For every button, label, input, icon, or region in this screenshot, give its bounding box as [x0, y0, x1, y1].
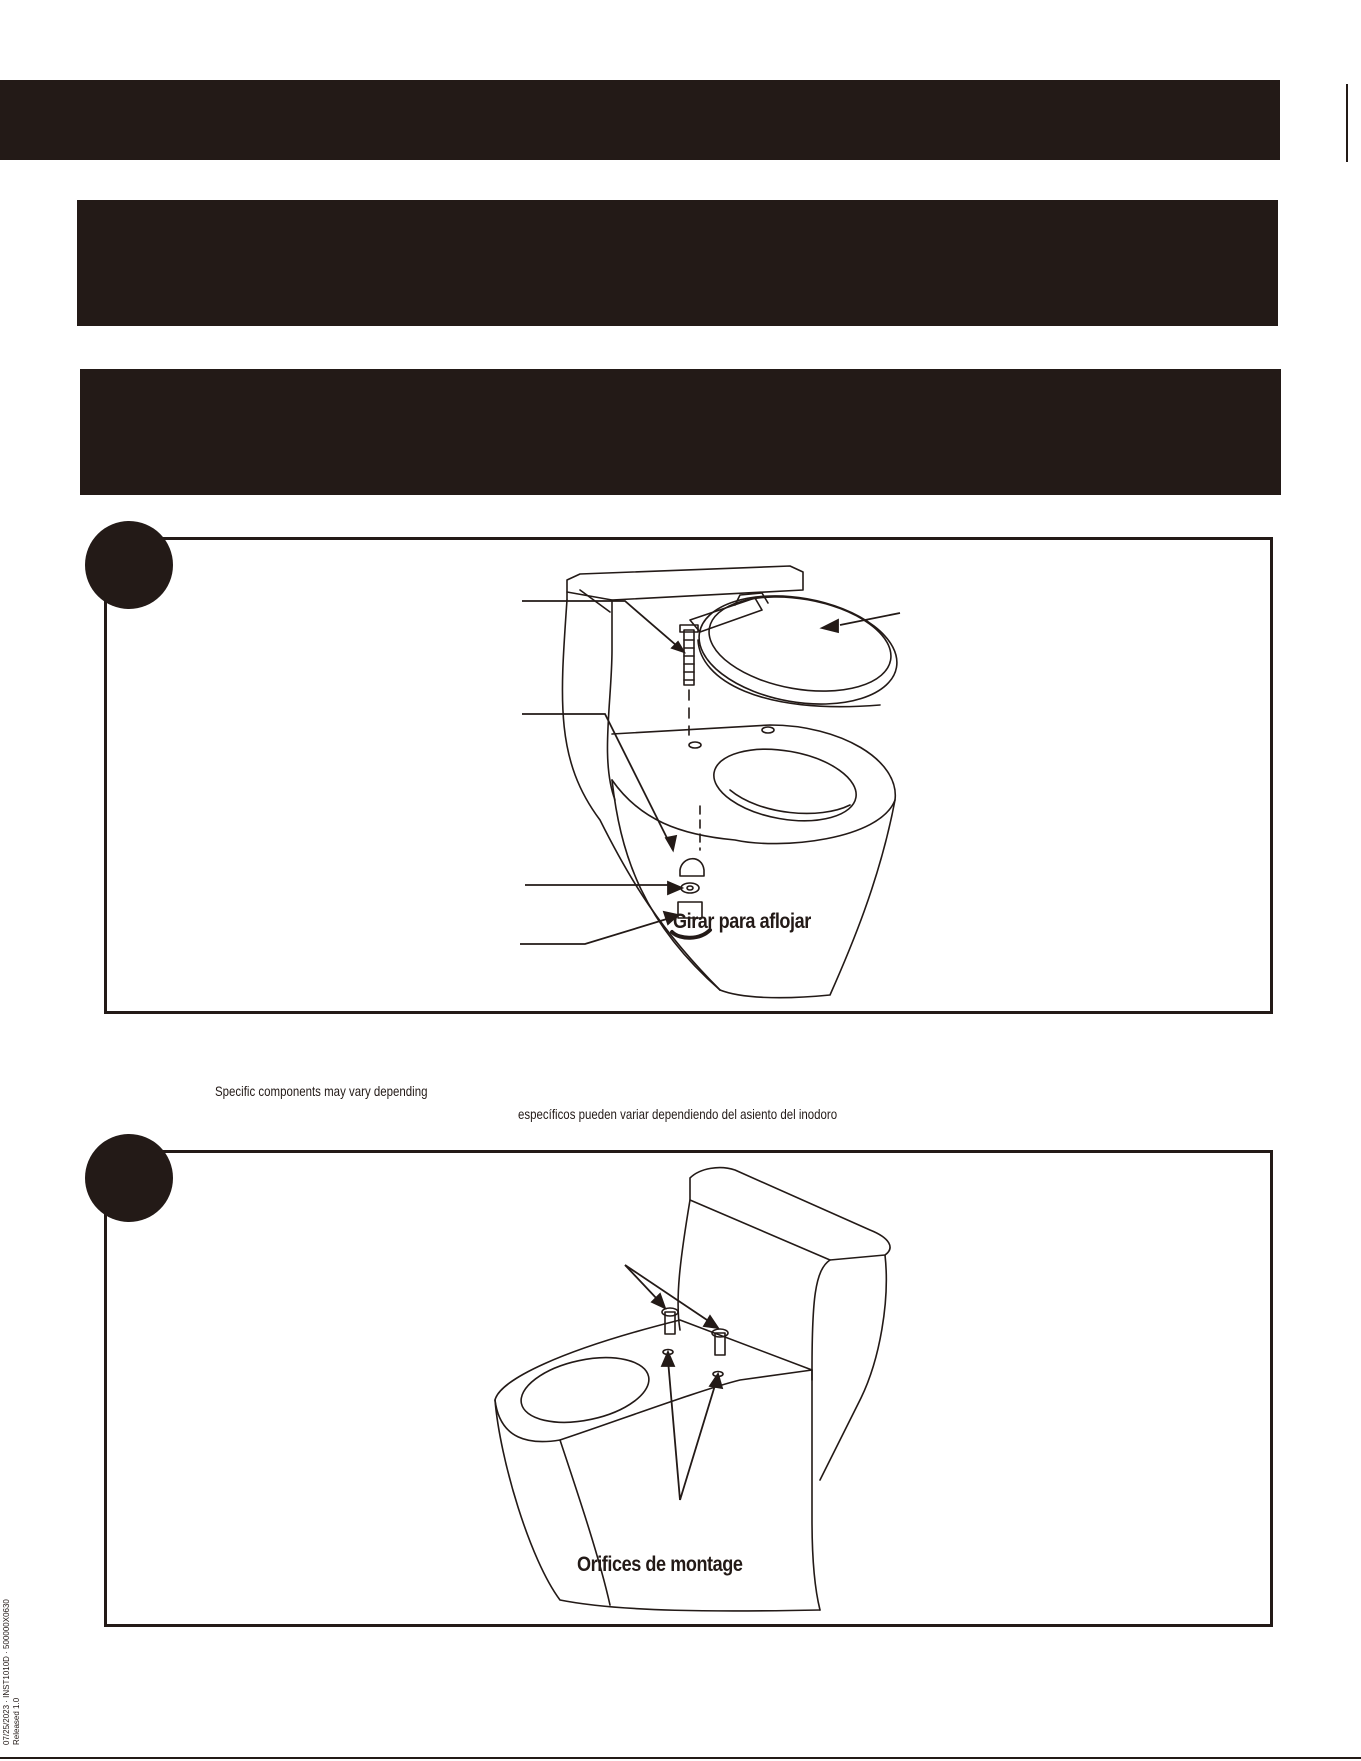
bowl-opening — [708, 739, 862, 831]
seat-hinge-posts — [662, 1308, 728, 1355]
tank-lid — [567, 566, 803, 600]
bolt-cap — [680, 859, 704, 876]
document-code-line-1: 07/25/2023 · INST1010D · 500000X0630 — [2, 1599, 11, 1745]
document-code-line-2: Released 1.0 — [12, 1697, 21, 1745]
note-spanish: específicos pueden variar dependiendo del asiento del inodoro — [518, 1106, 838, 1122]
note-english: Specific components may vary depending — [215, 1083, 428, 1099]
bowl-deck — [495, 1320, 812, 1442]
document-code — [2, 1599, 22, 1745]
tank-top — [690, 1168, 890, 1260]
tank-side — [812, 1260, 830, 1610]
header-bar-warning-1 — [77, 200, 1278, 326]
toilet-seat-lid — [690, 581, 906, 718]
header-bar-warning-2 — [80, 369, 1281, 495]
mounting-holes-label: Orifices de montage — [577, 1553, 743, 1576]
header-bar-top — [0, 80, 1280, 160]
bowl-front — [720, 800, 895, 998]
rotate-to-loosen-label: Girar para aflojar — [673, 910, 811, 933]
bottom-rule — [0, 1757, 1361, 1759]
page-edge-mark — [1346, 84, 1348, 162]
mounting-bolt — [680, 625, 698, 735]
bowl-opening — [515, 1347, 655, 1433]
step-1-toilet-illustration — [104, 537, 1273, 1014]
bowl-front — [495, 1400, 820, 1611]
